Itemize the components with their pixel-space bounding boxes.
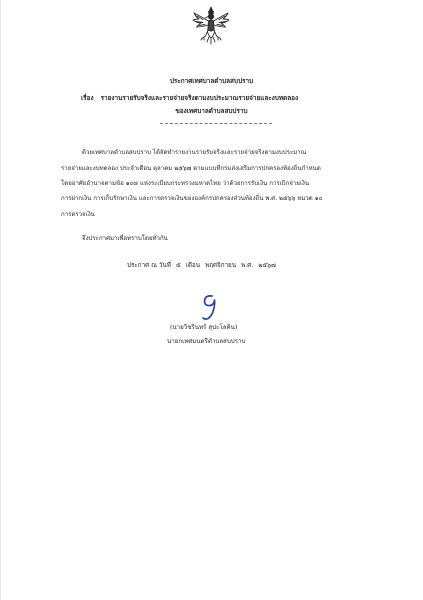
- body-line-1: ด้วยเทศบาลตำบลสบปราบ ได้จัดทำรายงานรายรับจริงและรายจ่ายจริงตามงบประมาณ: [82, 149, 307, 156]
- subject-line-2: ของเทศบาลตำบลสบปราบ: [175, 107, 248, 115]
- signature-icon: [196, 292, 222, 322]
- announce-day: ๕: [175, 262, 181, 269]
- announce-month-label: เดือน: [185, 262, 201, 269]
- separator-line: [160, 123, 272, 124]
- garuda-emblem-icon: [191, 4, 231, 46]
- subject-line: [81, 93, 298, 103]
- body-line-4: การฝากเงิน การเก็บรักษาเงิน และการตรวจเงินขององค์กรปกครองส่วนท้องถิ่น พ.ศ. ๒๕๖๖ หมวด ๑๐: [61, 195, 323, 202]
- announce-prefix: ประกาศ ณ วันที่: [127, 262, 171, 269]
- scan-edge: [0, 0, 1, 600]
- subject-text: รายงานรายรับจริงและรายจ่ายจริงตามงบประมาณรายจ่ายและงบทดลอง: [100, 94, 299, 102]
- announcement-title: ประกาศเทศบาลตำบลสบปราบ: [169, 77, 254, 85]
- signer-title: นายกเทศมนตรีตำบลสบปราบ: [167, 338, 246, 345]
- announce-year: ๒๕๖๗: [258, 262, 276, 269]
- body-line-3: โดยอาศัยอำนาจตามข้อ ๑๐๘ แห่งระเบียบกระทรวงมหาดไทย ว่าด้วยการรับเงิน การเบิกจ่ายเงิน: [61, 180, 310, 187]
- announce-date: [127, 260, 281, 270]
- announce-year-label: พ.ศ.: [241, 262, 254, 269]
- announce-month: พฤศจิกายน: [205, 262, 237, 269]
- body-line-5: การตรวจเงิน: [61, 211, 95, 218]
- closing-line: จึงประกาศมาเพื่อทราบโดยทั่วกัน: [82, 235, 168, 242]
- signer-name: (นายวิชรินทร์ สุปะโลคิน): [170, 324, 238, 331]
- subject-label: เรื่อง: [81, 94, 94, 102]
- body-line-2: รายจ่ายและงบทดลอง ประจำเดือน ตุลาคม ๒๕๖๗ ตามแบบที่กรมส่งเสริมการปกครองท้องถิ่นกำหนด: [61, 165, 321, 172]
